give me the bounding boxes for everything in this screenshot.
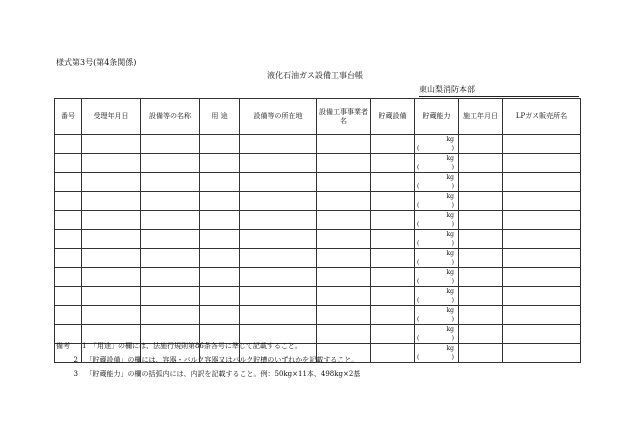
cell-storage-capacity[interactable] (415, 211, 459, 230)
cell-equipment-name[interactable] (141, 135, 200, 154)
cell-contractor[interactable] (317, 135, 371, 154)
cell-storage-equipment[interactable] (371, 268, 415, 287)
cell-equipment-name[interactable] (141, 173, 200, 192)
col-header-storage-capacity: 貯蔵能力 (415, 99, 459, 135)
col-header-usage: 用 途 (200, 99, 240, 135)
cell-equipment-name[interactable] (141, 230, 200, 249)
cell-storage-capacity[interactable] (415, 306, 459, 325)
cell-storage-capacity[interactable] (415, 344, 459, 363)
cell-received-date[interactable] (82, 173, 141, 192)
col-header-lp-gas-shop: LPガス販売所名 (503, 99, 581, 135)
cell-lp-gas-shop[interactable] (503, 135, 581, 154)
table-row (55, 268, 581, 287)
capacity-breakdown-close-paren: ) (451, 297, 454, 304)
cell-number[interactable] (55, 230, 82, 249)
cell-equipment-name[interactable] (141, 154, 200, 173)
capacity-breakdown-open-paren: ( (417, 145, 420, 152)
cell-storage-capacity[interactable] (415, 192, 459, 211)
cell-construction-date[interactable] (459, 230, 503, 249)
note-text: 「貯蔵設備」の欄には、容器・バルク容器又はバルク貯槽のいずれかを記載すること。 (89, 356, 359, 364)
cell-lp-gas-shop[interactable] (503, 192, 581, 211)
capacity-breakdown-open-paren: ( (417, 259, 420, 266)
capacity-breakdown-open-paren: ( (417, 183, 420, 190)
cell-lp-gas-shop[interactable] (503, 306, 581, 325)
capacity-breakdown-open-paren: ( (417, 354, 420, 361)
note-item (56, 339, 360, 353)
capacity-breakdown-close-paren: ) (451, 145, 454, 152)
col-header-storage-equipment: 貯蔵設備 (371, 99, 415, 135)
cell-usage[interactable] (200, 268, 240, 287)
table-row (55, 173, 581, 192)
col-header-number: 番号 (55, 99, 82, 135)
col-header-construction-date: 施工年月日 (459, 99, 503, 135)
capacity-breakdown-close-paren: ) (451, 354, 454, 361)
cell-contractor[interactable] (317, 306, 371, 325)
cell-usage[interactable] (200, 154, 240, 173)
cell-received-date[interactable] (82, 230, 141, 249)
cell-number[interactable] (55, 306, 82, 325)
cell-equipment-name[interactable] (141, 287, 200, 306)
cell-number[interactable] (55, 135, 82, 154)
cell-usage[interactable] (200, 135, 240, 154)
table-row (55, 135, 581, 154)
cell-received-date[interactable] (82, 268, 141, 287)
cell-number[interactable] (55, 268, 82, 287)
col-header-received-date: 受理年月日 (82, 99, 141, 135)
cell-storage-capacity[interactable] (415, 249, 459, 268)
cell-lp-gas-shop[interactable] (503, 287, 581, 306)
cell-usage[interactable] (200, 173, 240, 192)
capacity-breakdown-open-paren: ( (417, 164, 420, 171)
capacity-breakdown-open-paren: ( (417, 221, 420, 228)
table-row (55, 192, 581, 211)
table-row (55, 306, 581, 325)
cell-lp-gas-shop[interactable] (503, 211, 581, 230)
capacity-unit-label: kg (446, 231, 454, 238)
cell-equipment-name[interactable] (141, 306, 200, 325)
capacity-breakdown-open-paren: ( (417, 240, 420, 247)
capacity-breakdown-close-paren: ) (451, 221, 454, 228)
cell-number[interactable] (55, 173, 82, 192)
cell-construction-date[interactable] (459, 306, 503, 325)
cell-construction-date[interactable] (459, 268, 503, 287)
capacity-breakdown-open-paren: ( (417, 297, 420, 304)
cell-equipment-name[interactable] (141, 211, 200, 230)
department-name: 東山梨消防本部 (419, 84, 579, 97)
cell-storage-equipment[interactable] (371, 230, 415, 249)
cell-contractor[interactable] (317, 268, 371, 287)
cell-storage-capacity[interactable] (415, 268, 459, 287)
cell-received-date[interactable] (82, 192, 141, 211)
cell-location[interactable] (240, 249, 317, 268)
note-item (56, 367, 360, 381)
cell-construction-date[interactable] (459, 192, 503, 211)
capacity-breakdown-open-paren: ( (417, 202, 420, 209)
cell-storage-capacity[interactable] (415, 230, 459, 249)
notes-section (56, 339, 360, 381)
cell-received-date[interactable] (82, 135, 141, 154)
cell-usage[interactable] (200, 249, 240, 268)
capacity-breakdown-open-paren: ( (417, 335, 420, 342)
notes-label: 備考 (56, 342, 70, 350)
cell-storage-capacity[interactable] (415, 135, 459, 154)
cell-construction-date[interactable] (459, 344, 503, 363)
cell-location[interactable] (240, 287, 317, 306)
cell-number[interactable] (55, 249, 82, 268)
cell-storage-equipment[interactable] (371, 211, 415, 230)
header-row (55, 99, 581, 135)
cell-usage[interactable] (200, 306, 240, 325)
cell-location[interactable] (240, 135, 317, 154)
document-title: 液化石油ガス設備工事台帳 (267, 71, 363, 80)
capacity-breakdown-close-paren: ) (451, 164, 454, 171)
cell-storage-equipment[interactable] (371, 306, 415, 325)
cell-location[interactable] (240, 173, 317, 192)
cell-equipment-name[interactable] (141, 268, 200, 287)
cell-contractor[interactable] (317, 173, 371, 192)
capacity-breakdown-close-paren: ) (451, 278, 454, 285)
note-number: 2 (73, 356, 78, 364)
cell-number[interactable] (55, 287, 82, 306)
form-number: 様式第3号(第4条関係) (56, 58, 137, 67)
capacity-unit-label: kg (446, 250, 454, 257)
cell-lp-gas-shop[interactable] (503, 249, 581, 268)
table-row (55, 230, 581, 249)
cell-lp-gas-shop[interactable] (503, 344, 581, 363)
cell-contractor[interactable] (317, 249, 371, 268)
capacity-breakdown-close-paren: ) (451, 259, 454, 266)
note-number: 3 (73, 370, 78, 378)
cell-location[interactable] (240, 154, 317, 173)
cell-equipment-name[interactable] (141, 249, 200, 268)
capacity-breakdown-close-paren: ) (451, 316, 454, 323)
cell-location[interactable] (240, 306, 317, 325)
col-header-location: 設備等の所在地 (240, 99, 317, 135)
capacity-breakdown-close-paren: ) (451, 240, 454, 247)
ledger-body (55, 135, 581, 363)
cell-storage-equipment[interactable] (371, 344, 415, 363)
table-row (55, 287, 581, 306)
cell-contractor[interactable] (317, 154, 371, 173)
cell-usage[interactable] (200, 192, 240, 211)
cell-storage-capacity[interactable] (415, 325, 459, 344)
cell-equipment-name[interactable] (141, 192, 200, 211)
cell-storage-equipment[interactable] (371, 192, 415, 211)
capacity-unit-label: kg (446, 345, 454, 352)
capacity-unit-label: kg (446, 288, 454, 295)
capacity-unit-label: kg (446, 326, 454, 333)
cell-location[interactable] (240, 192, 317, 211)
capacity-breakdown-close-paren: ) (451, 183, 454, 190)
capacity-unit-label: kg (446, 269, 454, 276)
cell-received-date[interactable] (82, 287, 141, 306)
cell-contractor[interactable] (317, 211, 371, 230)
cell-construction-date[interactable] (459, 135, 503, 154)
capacity-breakdown-close-paren: ) (451, 335, 454, 342)
cell-received-date[interactable] (82, 154, 141, 173)
cell-construction-date[interactable] (459, 287, 503, 306)
cell-storage-equipment[interactable] (371, 173, 415, 192)
cell-storage-capacity[interactable] (415, 287, 459, 306)
capacity-unit-label: kg (446, 155, 454, 162)
capacity-breakdown-open-paren: ( (417, 316, 420, 323)
cell-storage-equipment[interactable] (371, 325, 415, 344)
cell-number[interactable] (55, 192, 82, 211)
note-text: 「貯蔵能力」の欄の括弧内には、内訳を記載すること。例：50kg×11本、498kg×2基 (89, 370, 361, 378)
cell-storage-equipment[interactable] (371, 287, 415, 306)
capacity-unit-label: kg (446, 307, 454, 314)
cell-number[interactable] (55, 211, 82, 230)
cell-construction-date[interactable] (459, 249, 503, 268)
cell-location[interactable] (240, 211, 317, 230)
cell-storage-capacity[interactable] (415, 154, 459, 173)
cell-contractor[interactable] (317, 287, 371, 306)
cell-construction-date[interactable] (459, 211, 503, 230)
cell-construction-date[interactable] (459, 325, 503, 344)
capacity-breakdown-close-paren: ) (451, 202, 454, 209)
capacity-unit-label: kg (446, 212, 454, 219)
cell-lp-gas-shop[interactable] (503, 268, 581, 287)
capacity-unit-label: kg (446, 136, 454, 143)
cell-usage[interactable] (200, 230, 240, 249)
col-header-equipment-name: 設備等の名称 (141, 99, 200, 135)
cell-lp-gas-shop[interactable] (503, 173, 581, 192)
cell-lp-gas-shop[interactable] (503, 154, 581, 173)
cell-received-date[interactable] (82, 306, 141, 325)
cell-usage[interactable] (200, 287, 240, 306)
capacity-breakdown-open-paren: ( (417, 278, 420, 285)
cell-number[interactable] (55, 154, 82, 173)
cell-usage[interactable] (200, 211, 240, 230)
cell-contractor[interactable] (317, 230, 371, 249)
note-item (56, 353, 360, 367)
note-number: 1 (82, 342, 87, 350)
cell-storage-capacity[interactable] (415, 173, 459, 192)
cell-location[interactable] (240, 230, 317, 249)
table-row (55, 249, 581, 268)
cell-storage-equipment[interactable] (371, 154, 415, 173)
cell-lp-gas-shop[interactable] (503, 325, 581, 344)
cell-construction-date[interactable] (459, 154, 503, 173)
cell-received-date[interactable] (82, 249, 141, 268)
cell-received-date[interactable] (82, 211, 141, 230)
capacity-unit-label: kg (446, 174, 454, 181)
cell-construction-date[interactable] (459, 173, 503, 192)
table-row (55, 211, 581, 230)
cell-storage-equipment[interactable] (371, 135, 415, 154)
cell-location[interactable] (240, 268, 317, 287)
ledger-table (54, 98, 581, 363)
col-header-contractor: 設備工事事業者名 (317, 99, 371, 135)
table-row (55, 154, 581, 173)
cell-contractor[interactable] (317, 192, 371, 211)
capacity-unit-label: kg (446, 193, 454, 200)
cell-storage-equipment[interactable] (371, 249, 415, 268)
note-text: 「用途」の欄には、法施行規則第86条各号に準じて記載すること。 (93, 342, 302, 350)
cell-lp-gas-shop[interactable] (503, 230, 581, 249)
